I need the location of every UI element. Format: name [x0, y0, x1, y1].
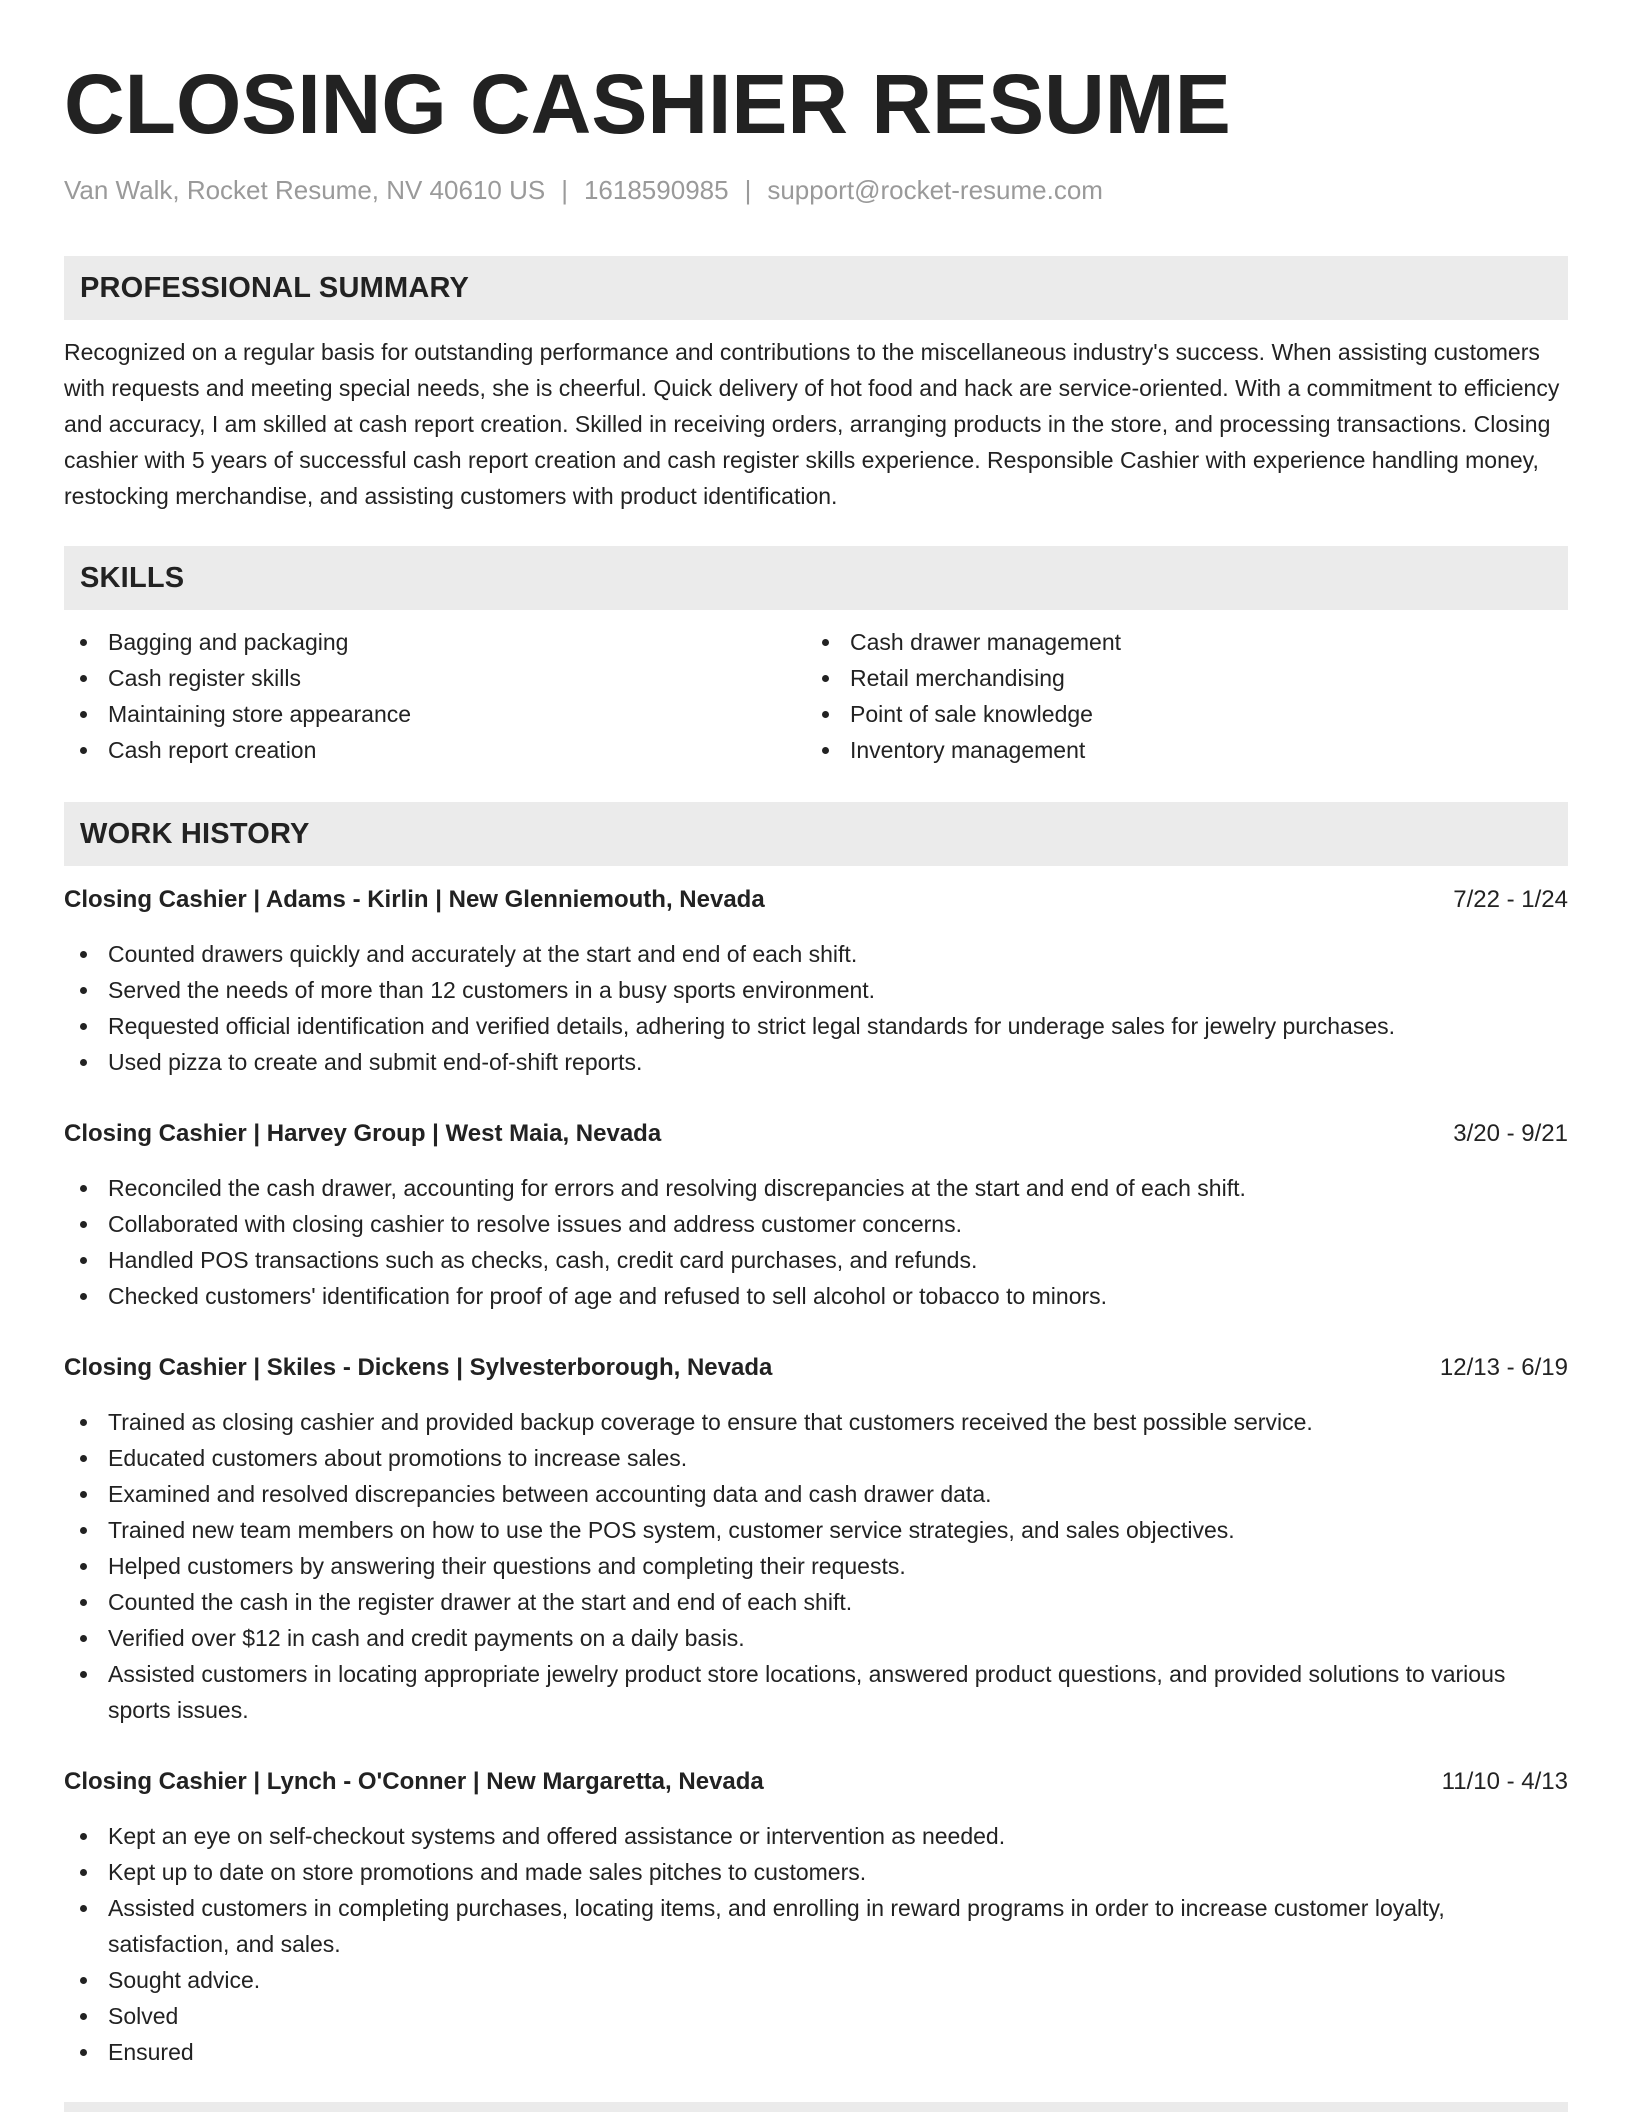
job-bullet: Requested official identification and verified details, adhering to strict legal standards for underage sales for jewelry purchases.: [64, 1008, 1568, 1044]
job-bullet: Helped customers by answering their questions and completing their requests.: [64, 1548, 1568, 1584]
job-bullet: Educated customers about promotions to increase sales.: [64, 1440, 1568, 1476]
skill-item: Retail merchandising: [806, 660, 1548, 696]
section-title: WORK HISTORY: [80, 817, 310, 850]
job-bullets: [64, 936, 1568, 1080]
section-header-work-history: [64, 802, 1568, 866]
skills-column-right: [806, 624, 1548, 768]
job-bullets: [64, 1170, 1568, 1314]
job-bullet: Handled POS transactions such as checks, cash, credit card purchases, and refunds.: [64, 1242, 1568, 1278]
section-header-skills: [64, 546, 1568, 610]
job-title: Closing Cashier | Skiles - Dickens | Sylvesterborough, Nevada: [64, 1354, 773, 1381]
job-bullet: Solved: [64, 1998, 1568, 2034]
job-bullets: [64, 1404, 1568, 1728]
job-bullet: Sought advice.: [64, 1962, 1568, 1998]
summary-text: Recognized on a regular basis for outstanding performance and contributions to the miscellaneous industry's success. When assisting customers with requests and meeting special needs, she is cheerful. Quick delivery of hot food and hack are service-oriented. With a commitment to efficiency and accuracy, I am skilled at cash report creation. Skilled in receiving orders, arranging products in the store, and processing transactions. Closing cashier with 5 years of successful cash report creation and cash register skills experience. Responsible Cashier with experience handling money, restocking merchandise, and assisting customers with product identification.: [64, 339, 1560, 509]
job-title: Closing Cashier | Harvey Group | West Maia, Nevada: [64, 1120, 662, 1147]
contact-separator: |: [744, 175, 752, 205]
contact-email: support@rocket-resume.com: [767, 175, 1103, 205]
job-bullet: Verified over $12 in cash and credit payments on a daily basis.: [64, 1620, 1568, 1656]
job-title: Closing Cashier | Adams - Kirlin | New Glenniemouth, Nevada: [64, 886, 765, 913]
resume-title: CLOSING CASHIER RESUME: [64, 57, 1231, 151]
job-entry: [64, 1352, 1568, 1728]
skill-item: Cash drawer management: [806, 624, 1548, 660]
job-bullets: [64, 1818, 1568, 2070]
job-bullet: Assisted customers in locating appropriate jewelry product store locations, answered product questions, and provided solutions to various sports issues.: [64, 1656, 1568, 1728]
contact-line: [64, 174, 1568, 206]
skill-item: Inventory management: [806, 732, 1548, 768]
skill-item: Cash report creation: [64, 732, 806, 768]
contact-separator: |: [561, 175, 568, 205]
job-bullet: Assisted customers in completing purchases, locating items, and enrolling in reward programs in order to increase customer loyalty, satisfaction, and sales.: [64, 1890, 1568, 1962]
contact-phone: 1618590985: [583, 175, 729, 205]
job-dates: 11/10 - 4/13: [1441, 1768, 1568, 1795]
job-title: Closing Cashier | Lynch - O'Conner | New Margaretta, Nevada: [64, 1768, 764, 1795]
skill-item: Maintaining store appearance: [64, 696, 806, 732]
job-dates: 7/22 - 1/24: [1453, 886, 1568, 913]
skill-item: Cash register skills: [64, 660, 806, 696]
skill-item: Bagging and packaging: [64, 624, 806, 660]
job-bullet: Counted drawers quickly and accurately at the start and end of each shift.: [64, 936, 1568, 972]
job-bullet: Kept up to date on store promotions and made sales pitches to customers.: [64, 1854, 1568, 1890]
job-bullet: Counted the cash in the register drawer at the start and end of each shift.: [64, 1584, 1568, 1620]
job-bullet: Trained new team members on how to use the POS system, customer service strategies, and sales objectives.: [64, 1512, 1568, 1548]
skill-item: Point of sale knowledge: [806, 696, 1548, 732]
job-header: [64, 884, 1568, 916]
job-bullet: Collaborated with closing cashier to resolve issues and address customer concerns.: [64, 1206, 1568, 1242]
job-bullet: Examined and resolved discrepancies between accounting data and cash drawer data.: [64, 1476, 1568, 1512]
job-bullet: Served the needs of more than 12 customers in a busy sports environment.: [64, 972, 1568, 1008]
job-bullet: Trained as closing cashier and provided backup coverage to ensure that customers received the best possible service.: [64, 1404, 1568, 1440]
job-bullet: Used pizza to create and submit end-of-shift reports.: [64, 1044, 1568, 1080]
job-bullet: Kept an eye on self-checkout systems and offered assistance or intervention as needed.: [64, 1818, 1568, 1854]
job-dates: 12/13 - 6/19: [1439, 1354, 1568, 1381]
job-bullet: Ensured: [64, 2034, 1568, 2070]
job-header: [64, 1352, 1568, 1384]
job-entry: [64, 1118, 1568, 1314]
job-bullet: Reconciled the cash drawer, accounting for errors and resolving discrepancies at the start and end of each shift.: [64, 1170, 1568, 1206]
job-bullet: Checked customers' identification for proof of age and refused to sell alcohol or tobacco to minors.: [64, 1278, 1568, 1314]
job-entry: [64, 1766, 1568, 2070]
resume-page: [64, 56, 1568, 2070]
skills-grid: [64, 624, 1568, 768]
job-header: [64, 1766, 1568, 1798]
next-section-header-edge: [64, 2102, 1568, 2112]
section-title: PROFESSIONAL SUMMARY: [80, 271, 470, 304]
job-entry: [64, 884, 1568, 1080]
contact-address: Van Walk, Rocket Resume, NV 40610 US: [64, 175, 546, 205]
job-dates: 3/20 - 9/21: [1453, 1120, 1568, 1147]
job-header: [64, 1118, 1568, 1150]
section-title: SKILLS: [80, 561, 185, 594]
skills-column-left: [64, 624, 806, 768]
section-header-summary: [64, 256, 1568, 320]
